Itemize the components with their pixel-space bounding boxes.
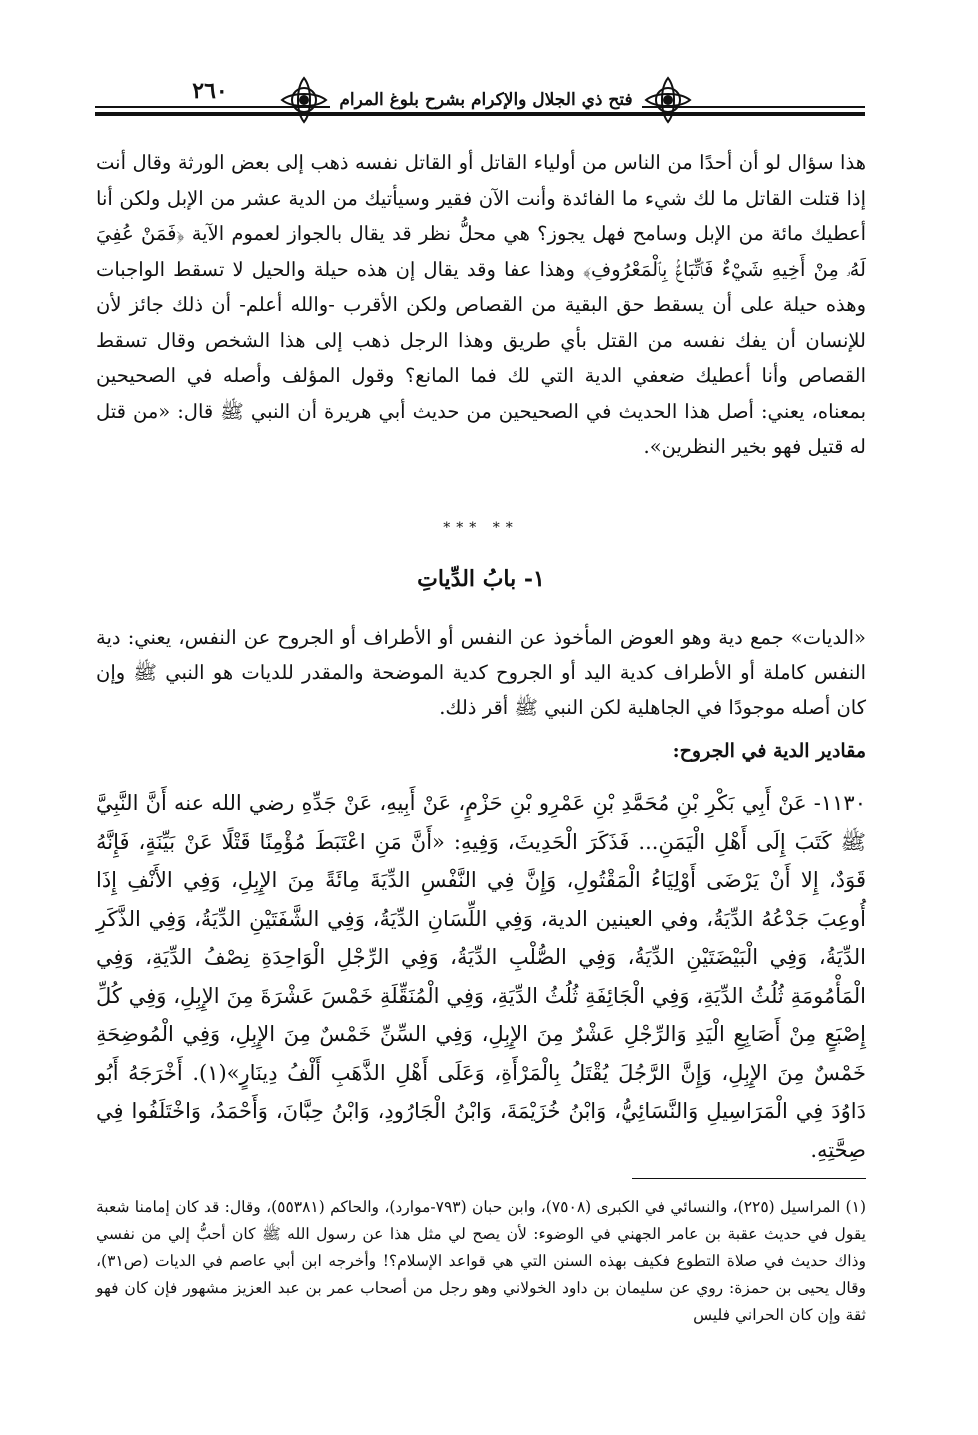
commentary-text [96,145,866,465]
chapter-title: ١- بابُ الدِّياتِ [417,566,545,592]
chapter-intro: «الديات» جمع دية وهو العوض المأخوذ عن النفس أو الأطراف أو الجروح عن النفس، يعني: دية النفس كاملة أو الأطراف كدية اليد أو الجروح كدية الموضحة والمقدر للديات هو النبي ﷺ وإن كان أصله موجودًا في الجاهلية لكن النبي ﷺ أقر ذلك. [96,626,866,719]
footnote-rule [632,1178,866,1179]
ornament-left-icon [276,72,332,128]
page-number: ٢٦٠ [192,78,228,104]
subheading: مقادير الدية في الجروح: [672,740,866,762]
ornament-right-icon [640,72,696,128]
commentary-paragraph: هذا سؤال لو أن أحدًا من الناس من أولياء القاتل أو القاتل نفسه ذهب إلى بعض الورثة وقال أنت إذا قتلت القاتل ما لك شيء ما الفائدة وأنت الآن فقير وسيأتيك من الدية عشر من الإبل ولكن أنا أعطيك مائة من الإبل وسامح فهل يجوز؟ هي محلُّ نظر قد يقال بالجواز لعموم الآية ﴿فَمَنْ عُفِيَ لَهُۥ مِنْ أَخِيهِ شَيْءٌ فَٱتِّبَاعٌۢ بِٱلْمَعْرُوفِ﴾ وهذا عفا وقد يقال إن هذه حيلة والحيل لا تسقط الواجبات وهذه حيلة على أن يسقط حق البقية من القصاص ولكن الأقرب -والله أعلم- أن ذلك جائز لأن للإنسان أن يفك نفسه من القتل بأي طريق وهذا الرجل ذهب إلى هذا الشخص وقال تسقط القصاص وأنا أعطيك ضعفي الدية التي لك فما المانع؟ وقول المؤلف وأصله في الصحيحين بمعناه، يعني: أصل هذا الحديث في الصحيحين من حديث أبي هريرة أن النبي ﷺ قال: «من قتل له قتيل فهو بخير النظرين». [96,151,866,458]
header-rule-thick [95,112,865,116]
footnote: (١) المراسيل (٢٢٥)، والنسائي في الكبرى (٧٥٠٨)، وابن حبان (٧٩٣-موارد)، والحاكم (٥٥٣٨١)، وقال: قد كان إمامنا شعبة يقول في حديث عقبة بن عامر الجهني في الوضوء: لأن يصح لي مثل هذا عن رسول الله ﷺ كان أحبُّ إلي من نفسي وذاك حديث في صلاة التطوع فكيف بهذه السنن التي هي قواعد الإسلام؟! وأخرجه ابن أبي عاصم في الديات (ص٣١)، وقال يحيى بن حمزة: روي عن سليمان بن داود الخولاني وهو رجل من أصحاب عمر بن عبد العزيز مشهور فإن كان فهو ثقة وإن كان الحراني فليس [96,1198,866,1324]
book-title: فتح ذي الجلال والإكرام بشرح بلوغ المرام [330,90,642,110]
section-separator: *** ** [443,520,519,536]
hadith-text: ١١٣٠- عَنْ أَبِي بَكْرِ بْنِ مُحَمَّدِ بْنِ عَمْرِو بْنِ حَزْمٍ، عَنْ أَبِيهِ، عَنْ جَدِّهِ رضي الله عنه أَنَّ النَّبِيَّ ﷺ كَتَبَ إِلَى أَهْلِ الْيَمَنِ... فَذَكَرَ الْحَدِيثَ، وَفِيهِ: «أَنَّ مَنِ اعْتَبَطَ مُؤْمِنًا قَتْلًا عَنْ بَيِّنَةٍ، فَإِنَّهُ قَوَدٌ، إِلا أَنْ يَرْضَى أَوْلِيَاءُ الْمَقْتُولِ، وَإِنَّ فِي النَّفْسِ الدِّيَةَ مِائَةً مِنَ الإِبِلِ، وَفِي الأَنْفِ إِذَا أُوعِبَ جَدْعُهُ الدِّيَةُ، وفي العينين الدية، وَفِي اللِّسَانِ الدِّيَةُ، وَفِي الشَّفَتَيْنِ الدِّيَةُ، وَفِي الذَّكَرِ الدِّيَةُ، وَفِي الْبَيْضَتَيْنِ الدِّيَةُ، وَفِي الصُّلْبِ الدِّيَةُ، وَفِي الرِّجْلِ الْوَاحِدَةِ نِصْفُ الدِّيَةِ، وَفِي الْمَأْمُومَةِ ثُلُثُ الدِّيَةِ، وَفِي الْجَائِفَةِ ثُلُثُ الدِّيَةِ، وَفِي الْمُنَقِّلَةِ خَمْسَ عَشْرَةَ مِنَ الإِبِلِ، وَفِي كُلِّ إِصْبَعٍ مِنْ أَصَابِعِ الْيَدِ وَالرِّجْلِ عَشْرٌ مِنَ الإِبِلِ، وَفِي السِّنِّ خَمْسٌ مِنَ الإِبِلِ، وَفِي الْمُوضِحَةِ خَمْسٌ مِنَ الإِبِلِ، وَإِنَّ الرَّجُلَ يُقْتَلُ بِالْمَرْأَةِ، وَعَلَى أَهْلِ الذَّهَبِ أَلْفُ دِينَارٍ»(١). أَخْرَجَهُ أَبُو دَاوُدَ فِي الْمَرَاسِيلِ وَالنَّسَائِيُّ، وَابْنُ خُزَيْمَةَ، وَابْنُ الْجَارُودِ، وَابْنُ حِبَّانَ، وَأَحْمَدُ، وَاخْتَلَفُوا فِي صِحَّتِهِ. [96,791,866,1162]
